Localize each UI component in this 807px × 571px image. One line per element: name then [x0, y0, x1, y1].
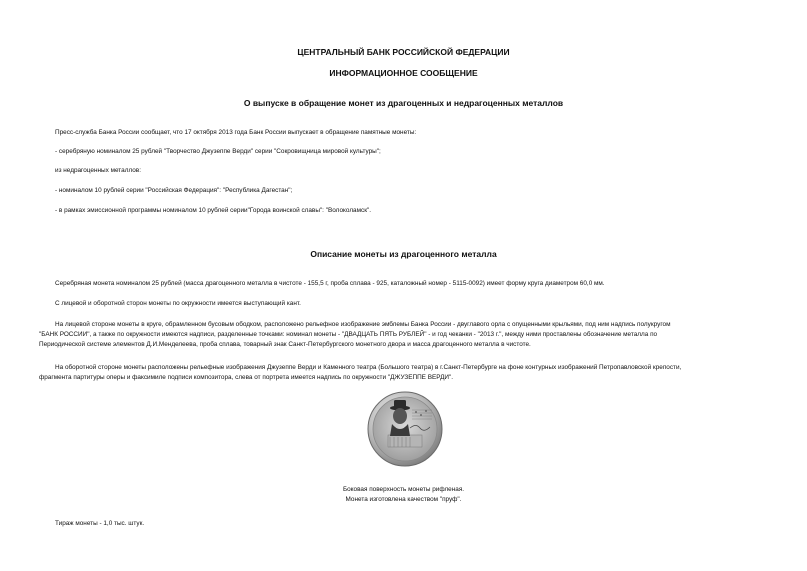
- obverse-line-3: Периодической системе элементов Д.И.Менделеева, проба сплава, товарный знак Санкт-Петербургского монетного двора и масса драгоценного металла в чистоте.: [39, 341, 531, 348]
- coin-edge-caption: Боковая поверхность монеты рифленая.: [342, 486, 465, 493]
- coin-quality-caption: Монета изготовлена качеством "пруф".: [345, 496, 462, 503]
- base-metal-heading: из недрагоценных металлов:: [55, 167, 141, 174]
- coin-list-item-volokolamsk: - в рамках эмиссионной программы номиналом 10 рублей серии"Города воинской славы": "Волоколамск".: [55, 207, 372, 214]
- obverse-line-1: На лицевой стороне монеты в круге, обрамленном бусовым ободком, расположено рельефное изображение эмблемы Банка России - двуглавого орла с опущенными крыльями, под ним надпись полукругом: [55, 321, 671, 328]
- intro-paragraph: Пресс-служба Банка России сообщает, что 17 октября 2013 года Банк России выпускает в обращение памятные монеты:: [55, 129, 417, 136]
- coin-list-item-silver: - серебряную номиналом 25 рублей "Творчество Джузеппе Верди" серии "Сокровищница мировой культуры";: [55, 148, 381, 155]
- org-heading: ЦЕНТРАЛЬНЫЙ БАНК РОССИЙСКОЙ ФЕДЕРАЦИИ: [297, 47, 510, 57]
- reverse-line-1: На оборотной стороне монеты расположены рельефные изображения Джузеппе Верди и Каменного театра (Большого театра) в г.Санкт-Петербурге на фоне контурных изображений Петропавловской крепости,: [55, 364, 682, 371]
- document-title: О выпуске в обращение монет из драгоценных и недрагоценных металлов: [243, 98, 564, 108]
- doc-type-heading: ИНФОРМАЦИОННОЕ СООБЩЕНИЕ: [329, 68, 478, 78]
- coin-list-item-dagestan: - номиналом 10 рублей серии "Российская Федерация": "Республика Дагестан";: [55, 187, 293, 194]
- description-title: Описание монеты из драгоценного металла: [310, 249, 497, 259]
- mintage-text: Тираж монеты - 1,0 тыс. штук.: [55, 520, 145, 527]
- reverse-line-2: фрагмента партитуры оперы и факсимиле подписи композитора, слева от портрета имеется надпись по окружности "ДЖУЗЕППЕ ВЕРДИ".: [39, 374, 454, 381]
- coin-rim-paragraph: С лицевой и оборотной сторон монеты по окружности имеется выступающий кант.: [55, 300, 301, 307]
- obverse-line-2: "БАНК РОССИИ", а также по окружности имеются надписи, разделенные точками: номинал монеты - "ДВАДЦАТЬ ПЯТЬ РУБЛЕЙ" - и год чеканки - "2013 г.", между ними проставлены обозначение металла по: [39, 331, 658, 338]
- coin-specs-paragraph: Серебряная монета номиналом 25 рублей (масса драгоценного металла в чистоте - 155,5 г, проба сплава - 925, каталожный номер - 5115-0092) имеет форму круга диаметром 60,0 мм.: [55, 280, 605, 287]
- coin-image: [366, 390, 444, 468]
